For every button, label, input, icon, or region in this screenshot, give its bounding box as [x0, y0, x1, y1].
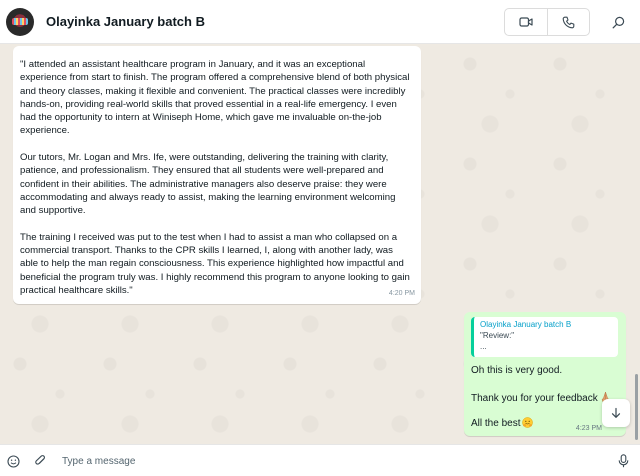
quoted-reply[interactable] [471, 317, 618, 357]
reply-line [471, 365, 562, 377]
search-icon [612, 16, 625, 29]
chevron-down-icon [610, 407, 622, 419]
reply-text: Thank you for your feedback [471, 393, 598, 404]
attach-button[interactable] [30, 451, 50, 471]
message-input[interactable] [62, 453, 562, 469]
message-paragraph: Our tutors, Mr. Logan and Mrs. Ife, were outstanding, delivering the training with clarity, patience, and professionalism. They ensured that all students were well-prepared and confident in their abilities. The administrative managers also deserve praise: they were accommodating and always ready to assist, making the learning environment welcoming and supportive. [20, 152, 396, 217]
hugging-face-icon [522, 417, 533, 432]
scroll-to-bottom-button[interactable] [602, 399, 630, 427]
composer-bar [0, 444, 640, 476]
reply-text: Oh this is very good. [471, 365, 563, 376]
chat-title[interactable]: Olayinka January batch B [46, 14, 205, 29]
call-actions [504, 8, 590, 36]
scrollbar[interactable] [635, 374, 638, 440]
quoted-text: "Review:" [480, 331, 515, 340]
message-timestamp: 4:23 PM [575, 425, 602, 432]
voice-call-button[interactable] [547, 9, 589, 35]
reply-line [471, 391, 614, 407]
attach-icon [34, 455, 47, 468]
avatar[interactable] [6, 8, 34, 36]
message-paragraph: "I attended an assistant healthcare program in January, and it was an exceptional experience from start to finish. The program offered a comprehensive blend of both physical and theory classes, making it flexible and convenient. The practical classes were incredibly hands-on, providing real-world skills that proved essential in a real-life emergency. I even had the opportunity to intern at Winiseph Home, which gave me invaluable on-the-job experience. [20, 59, 410, 137]
voice-call-icon [562, 16, 575, 29]
quoted-text-ellipsis: ... [480, 342, 487, 351]
video-call-button[interactable] [505, 9, 547, 35]
reply-line [471, 417, 533, 432]
video-call-icon [519, 16, 533, 28]
quoted-author: Olayinka January batch B [480, 320, 572, 329]
incoming-message[interactable] [13, 46, 421, 304]
emoji-icon [7, 455, 20, 468]
search-button[interactable] [608, 12, 628, 32]
reply-text: All the best [471, 418, 521, 429]
chat-header [0, 0, 640, 44]
message-list[interactable] [0, 44, 640, 444]
message-timestamp: 4:20 PM [388, 289, 415, 297]
voice-message-button[interactable] [613, 451, 633, 471]
message-paragraph: The training I received was put to the test when I had to assist a man who collapsed on a commercial transport. Thanks to the CPR skills I learned, I, along with another lady, was able to help the man regain consciousness. This experience highlighted how impactful and beneficial the program truly was. I highly recommend this program to anyone looking to gain practical healthcare skills." [20, 231, 410, 297]
emoji-button[interactable] [3, 451, 23, 471]
microphone-icon [618, 454, 629, 468]
